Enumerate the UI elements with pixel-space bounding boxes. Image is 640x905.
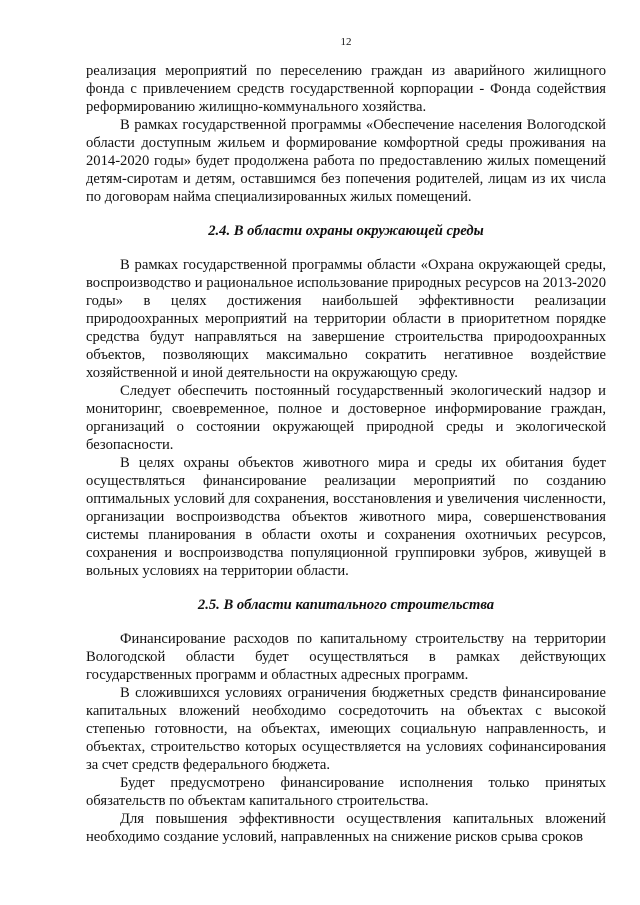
paragraph-housing-program: В рамках государственной программы «Обеспечение населения Вологодской области доступным жильем и формирование комфортной среды проживания на 2014-2020 годы» будет продолжена работа по предоставлению жилых помещений детям-сиротам и детям, оставшимся без попечения родителей, лицам из их числа по договорам найма специализированных жилых помещений. xyxy=(86,117,606,205)
paragraph-obligations: Будет предусмотрено финансирование исполнения только принятых обязательств по объектам капитального строительства. xyxy=(86,775,606,809)
paragraph-environment-program: В рамках государственной программы области «Охрана окружающей среды, воспроизводство и рациональное использование природных ресурсов на 2013-2020 годы» в целях достижения наибольшей эффективности реализации природоохранных мероприятий на территории области в приоритетном порядке средства будут направляться на завершение строительства природоохранных объектов, позволяющих максимально сократить негативное воздействие хозяйственной и иной деятельности на окружающую среду. xyxy=(86,257,606,381)
paragraph-ecological-supervision: Следует обеспечить постоянный государственный экологический надзор и мониторинг, своевременное, полное и достоверное информирование граждан, организаций о состоянии окружающей природной среды и экологической безопасности. xyxy=(86,383,606,453)
paragraph-wildlife-protection: В целях охраны объектов животного мира и среды их обитания будет осуществляться финансирование реализации мероприятий по созданию оптимальных условий для сохранения, восстановления и увеличения численности, организации воспроизводства объектов животного мира, совершенствования системы планирования в области охоты и сохранения охотничьих ресурсов, сохранения и воспроизводства популяционной группировки зубров, живущей в вольных условиях на территории области. xyxy=(86,455,606,579)
section-heading-environment: 2.4. В области охраны окружающей среды xyxy=(208,223,484,239)
paragraph-construction-financing: Финансирование расходов по капитальному строительству на территории Вологодской области будет осуществляться в рамках действующих государственных программ и областных адресных программ. xyxy=(86,631,606,683)
paragraph-budget-constraints: В сложившихся условиях ограничения бюджетных средств финансирование капитальных вложений необходимо сосредоточить на объектах с высокой степенью готовности, на объектах, имеющих социальную направленность, и объектах, строительство которых осуществляется на условиях софинансирования за счет средств федерального бюджета. xyxy=(86,685,606,773)
paragraph-resettlement: реализация мероприятий по переселению граждан из аварийного жилищного фонда с привлечением средств государственной корпорации - Фонда содействия реформированию жилищно-коммунального хозяйства. xyxy=(86,63,606,115)
paragraph-efficiency: Для повышения эффективности осуществления капитальных вложений необходимо создание условий, направленных на снижение рисков срыва сроков xyxy=(86,811,606,845)
section-heading-capital-construction: 2.5. В области капитального строительства xyxy=(197,597,495,613)
document-body xyxy=(86,62,606,846)
page-number: 12 xyxy=(340,36,352,48)
